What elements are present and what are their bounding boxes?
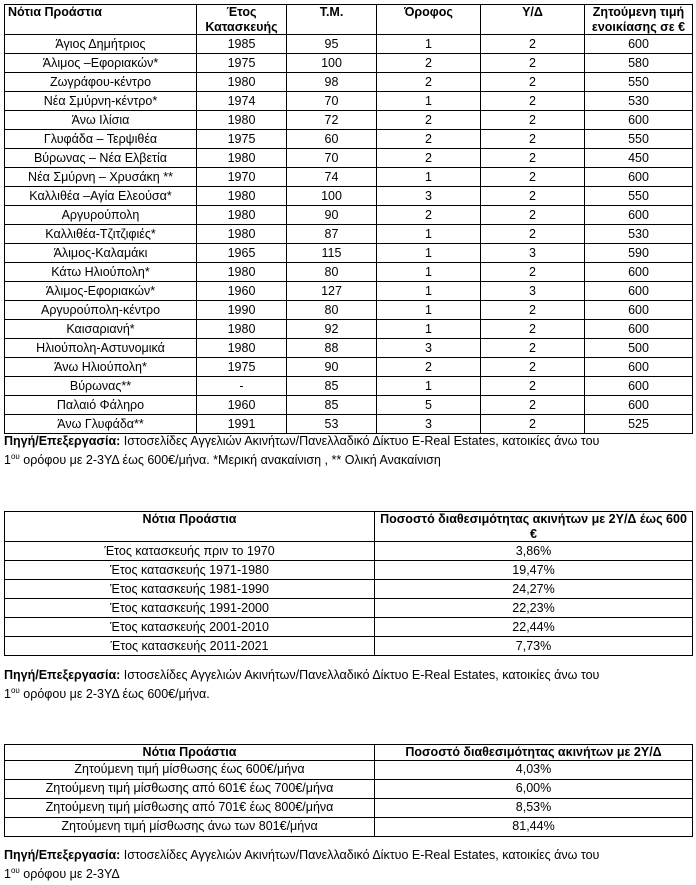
cell-suburb: Άνω Ιλίσια: [5, 111, 197, 130]
cell-year: 1980: [197, 339, 287, 358]
table-row: [5, 206, 693, 225]
cell-floor: 1: [377, 225, 481, 244]
cell-floor: 3: [377, 415, 481, 434]
cell-percentage: 6,00%: [375, 779, 693, 798]
cell-floor: 2: [377, 206, 481, 225]
cell-year: 1965: [197, 244, 287, 263]
cell-percentage: 24,27%: [375, 580, 693, 599]
cell-suburb: Άνω Γλυφάδα**: [5, 415, 197, 434]
source-text: ορόφου με 2-3ΥΔ έως 600€/μήνα.: [19, 687, 210, 701]
listings-header-row: [5, 5, 693, 35]
cell-rent: 600: [585, 263, 693, 282]
cell-sqm: 85: [287, 396, 377, 415]
cell-suburb: Αργυρούπολη: [5, 206, 197, 225]
cell-rent: 600: [585, 358, 693, 377]
cell-floor: 1: [377, 35, 481, 54]
cell-suburb: Αργυρούπολη-κέντρο: [5, 301, 197, 320]
cell-year: 1980: [197, 320, 287, 339]
cell-bedrooms: 2: [481, 225, 585, 244]
cell-year: 1960: [197, 282, 287, 301]
table-row: [5, 358, 693, 377]
cell-sqm: 100: [287, 187, 377, 206]
cell-floor: 1: [377, 282, 481, 301]
col-header-sqm: Τ.Μ.: [287, 5, 377, 35]
cell-sqm: 70: [287, 92, 377, 111]
cell-year: 1991: [197, 415, 287, 434]
cell-bedrooms: 2: [481, 54, 585, 73]
cell-sqm: 72: [287, 111, 377, 130]
availability-by-price-table: [4, 744, 693, 837]
cell-year: 1980: [197, 73, 287, 92]
cell-year: 1980: [197, 263, 287, 282]
source-text: 1: [4, 453, 11, 467]
cell-rent: 530: [585, 92, 693, 111]
cell-suburb: Βύρωνας**: [5, 377, 197, 396]
ordinal-superscript: ου: [10, 865, 20, 875]
cell-rent: 600: [585, 301, 693, 320]
col-header-suburb: Νότια Προάστια: [5, 5, 197, 35]
source-note-1: [4, 432, 692, 470]
cell-percentage: 22,44%: [375, 618, 693, 637]
cell-rent: 500: [585, 339, 693, 358]
cell-floor: 2: [377, 149, 481, 168]
table-row: [5, 73, 693, 92]
table-row: [5, 561, 693, 580]
cell-rent: 600: [585, 111, 693, 130]
cell-rent: 600: [585, 35, 693, 54]
cell-suburb: Καισαριανή*: [5, 320, 197, 339]
col-header-availability: Ποσοστό διαθεσιμότητας ακινήτων με 2Υ/Δ έως 600 €: [375, 512, 693, 542]
table-row: [5, 244, 693, 263]
availability-year-header-row: [5, 512, 693, 542]
table-row: [5, 580, 693, 599]
cell-floor: 1: [377, 168, 481, 187]
cell-suburb: Παλαιό Φάληρο: [5, 396, 197, 415]
cell-sqm: 70: [287, 149, 377, 168]
cell-floor: 2: [377, 54, 481, 73]
cell-floor: 3: [377, 339, 481, 358]
cell-suburb: Άλιμος-Καλαμάκι: [5, 244, 197, 263]
source-note-2: [4, 666, 692, 704]
cell-bedrooms: 2: [481, 111, 585, 130]
cell-floor: 3: [377, 187, 481, 206]
cell-sqm: 80: [287, 263, 377, 282]
cell-percentage: 7,73%: [375, 637, 693, 656]
cell-bedrooms: 2: [481, 320, 585, 339]
cell-rent: 600: [585, 396, 693, 415]
cell-percentage: 8,53%: [375, 798, 693, 817]
cell-year: 1960: [197, 396, 287, 415]
cell-bedrooms: 2: [481, 206, 585, 225]
cell-bedrooms: 2: [481, 396, 585, 415]
cell-floor: 2: [377, 358, 481, 377]
cell-bedrooms: 2: [481, 73, 585, 92]
source-text: Ιστοσελίδες Αγγελιών Ακινήτων/Πανελλαδικό Δίκτυο E-Real Estates, κατοικίες άνω του: [120, 434, 600, 448]
cell-bedrooms: 2: [481, 377, 585, 396]
cell-sqm: 92: [287, 320, 377, 339]
cell-bedrooms: 2: [481, 92, 585, 111]
cell-sqm: 98: [287, 73, 377, 92]
cell-rent: 600: [585, 320, 693, 339]
cell-floor: 1: [377, 377, 481, 396]
table-row: [5, 35, 693, 54]
cell-sqm: 87: [287, 225, 377, 244]
cell-rent: 450: [585, 149, 693, 168]
cell-suburb: Κάτω Ηλιούπολη*: [5, 263, 197, 282]
cell-suburb: Νέα Σμύρνη – Χρυσάκη **: [5, 168, 197, 187]
cell-year: 1980: [197, 149, 287, 168]
cell-percentage: 22,23%: [375, 599, 693, 618]
table-row: [5, 225, 693, 244]
table-row: [5, 301, 693, 320]
cell-year: 1980: [197, 187, 287, 206]
cell-sqm: 90: [287, 206, 377, 225]
col-header-suburb: Νότια Προάστια: [5, 512, 375, 542]
col-header-year: Έτος Κατασκευής: [197, 5, 287, 35]
cell-rent: 580: [585, 54, 693, 73]
col-header-suburb: Νότια Προάστια: [5, 745, 375, 761]
availability-by-year-table: [4, 511, 693, 656]
col-header-rent: Ζητούμενη τιμή ενοικίασης σε €: [585, 5, 693, 35]
table-row: [5, 599, 693, 618]
cell-sqm: 100: [287, 54, 377, 73]
table-row: [5, 637, 693, 656]
cell-category: Ζητούμενη τιμή μίσθωσης από 601€ έως 700€/μήνα: [5, 779, 375, 798]
listings-body: [5, 35, 693, 434]
cell-bedrooms: 2: [481, 415, 585, 434]
cell-suburb: Καλλιθέα-Τζιτζιφιές*: [5, 225, 197, 244]
cell-rent: 600: [585, 377, 693, 396]
cell-sqm: 127: [287, 282, 377, 301]
cell-suburb: Ηλιούπολη-Αστυνομικά: [5, 339, 197, 358]
availability-price-body: [5, 760, 693, 836]
cell-rent: 525: [585, 415, 693, 434]
cell-category: Έτος κατασκευής 1981-1990: [5, 580, 375, 599]
cell-floor: 2: [377, 111, 481, 130]
cell-sqm: 95: [287, 35, 377, 54]
cell-sqm: 88: [287, 339, 377, 358]
cell-floor: 2: [377, 130, 481, 149]
source-label: Πηγή/Επεξεργασία:: [4, 434, 121, 448]
table-row: [5, 149, 693, 168]
listings-table: [4, 4, 693, 434]
cell-suburb: Βύρωνας – Νέα Ελβετία: [5, 149, 197, 168]
cell-bedrooms: 2: [481, 168, 585, 187]
cell-bedrooms: 2: [481, 263, 585, 282]
cell-floor: 1: [377, 92, 481, 111]
cell-rent: 550: [585, 187, 693, 206]
table-row: [5, 130, 693, 149]
table-row: [5, 263, 693, 282]
col-header-floor: Όροφος: [377, 5, 481, 35]
cell-bedrooms: 2: [481, 358, 585, 377]
cell-rent: 550: [585, 73, 693, 92]
cell-suburb: Άλιμος-Εφοριακών*: [5, 282, 197, 301]
cell-year: 1985: [197, 35, 287, 54]
cell-sqm: 53: [287, 415, 377, 434]
ordinal-superscript: ου: [10, 685, 20, 695]
source-text: ορόφου με 2-3ΥΔ έως 600€/μήνα. *Μερική ανακαίνιση , ** Ολική Ανακαίνιση: [19, 453, 441, 467]
table-row: [5, 187, 693, 206]
cell-sqm: 85: [287, 377, 377, 396]
table-row: [5, 377, 693, 396]
cell-year: 1980: [197, 225, 287, 244]
cell-rent: 600: [585, 168, 693, 187]
availability-price-header-row: [5, 745, 693, 761]
table-row: [5, 92, 693, 111]
cell-bedrooms: 3: [481, 244, 585, 263]
source-text: 1: [4, 687, 11, 701]
cell-suburb: Νέα Σμύρνη-κέντρο*: [5, 92, 197, 111]
cell-rent: 600: [585, 206, 693, 225]
cell-year: 1974: [197, 92, 287, 111]
cell-bedrooms: 2: [481, 35, 585, 54]
source-text: ορόφου με 2-3ΥΔ: [19, 867, 120, 881]
table-row: [5, 415, 693, 434]
cell-rent: 590: [585, 244, 693, 263]
cell-suburb: Άγιος Δημήτριος: [5, 35, 197, 54]
cell-bedrooms: 3: [481, 282, 585, 301]
cell-rent: 600: [585, 282, 693, 301]
cell-year: 1990: [197, 301, 287, 320]
table-row: [5, 542, 693, 561]
cell-sqm: 80: [287, 301, 377, 320]
cell-year: 1980: [197, 206, 287, 225]
cell-floor: 1: [377, 244, 481, 263]
table-row: [5, 111, 693, 130]
cell-sqm: 115: [287, 244, 377, 263]
cell-bedrooms: 2: [481, 187, 585, 206]
table-row: [5, 618, 693, 637]
table-row: [5, 396, 693, 415]
cell-percentage: 3,86%: [375, 542, 693, 561]
cell-category: Έτος κατασκευής 1971-1980: [5, 561, 375, 580]
cell-floor: 1: [377, 263, 481, 282]
cell-year: 1975: [197, 54, 287, 73]
table-row: [5, 798, 693, 817]
cell-category: Έτος κατασκευής 1991-2000: [5, 599, 375, 618]
source-text: 1: [4, 867, 11, 881]
ordinal-superscript: ου: [10, 451, 20, 461]
table-row: [5, 817, 693, 836]
table-row: [5, 760, 693, 779]
source-label: Πηγή/Επεξεργασία:: [4, 848, 121, 862]
cell-percentage: 81,44%: [375, 817, 693, 836]
cell-bedrooms: 2: [481, 130, 585, 149]
cell-suburb: Άνω Ηλιούπολη*: [5, 358, 197, 377]
source-text: Ιστοσελίδες Αγγελιών Ακινήτων/Πανελλαδικό Δίκτυο E-Real Estates, κατοικίες άνω του: [120, 668, 600, 682]
cell-percentage: 19,47%: [375, 561, 693, 580]
cell-floor: 5: [377, 396, 481, 415]
cell-bedrooms: 2: [481, 339, 585, 358]
cell-suburb: Γλυφάδα – Τερψιθέα: [5, 130, 197, 149]
cell-year: 1970: [197, 168, 287, 187]
source-text: Ιστοσελίδες Αγγελιών Ακινήτων/Πανελλαδικό Δίκτυο E-Real Estates, κατοικίες άνω του: [120, 848, 600, 862]
cell-suburb: Άλιμος –Εφοριακών*: [5, 54, 197, 73]
table-row: [5, 54, 693, 73]
cell-sqm: 74: [287, 168, 377, 187]
cell-year: -: [197, 377, 287, 396]
table-row: [5, 282, 693, 301]
cell-rent: 550: [585, 130, 693, 149]
source-label: Πηγή/Επεξεργασία:: [4, 668, 121, 682]
availability-year-body: [5, 542, 693, 656]
cell-bedrooms: 2: [481, 301, 585, 320]
table-row: [5, 168, 693, 187]
cell-year: 1980: [197, 111, 287, 130]
cell-floor: 2: [377, 73, 481, 92]
table-row: [5, 339, 693, 358]
source-note-3: [4, 846, 692, 884]
col-header-availability: Ποσοστό διαθεσιμότητας ακινήτων με 2Υ/Δ: [375, 745, 693, 761]
cell-percentage: 4,03%: [375, 760, 693, 779]
cell-sqm: 60: [287, 130, 377, 149]
col-header-bedrooms: Υ/Δ: [481, 5, 585, 35]
cell-floor: 1: [377, 320, 481, 339]
table-row: [5, 779, 693, 798]
cell-category: Έτος κατασκευής πριν το 1970: [5, 542, 375, 561]
cell-sqm: 90: [287, 358, 377, 377]
cell-bedrooms: 2: [481, 149, 585, 168]
cell-category: Ζητούμενη τιμή μίσθωσης από 701€ έως 800€/μήνα: [5, 798, 375, 817]
cell-floor: 1: [377, 301, 481, 320]
cell-category: Ζητούμενη τιμή μίσθωσης άνω των 801€/μήνα: [5, 817, 375, 836]
cell-year: 1975: [197, 358, 287, 377]
cell-rent: 530: [585, 225, 693, 244]
table-row: [5, 320, 693, 339]
cell-suburb: Καλλιθέα –Αγία Ελεούσα*: [5, 187, 197, 206]
cell-year: 1975: [197, 130, 287, 149]
cell-suburb: Ζωγράφου-κέντρο: [5, 73, 197, 92]
cell-category: Ζητούμενη τιμή μίσθωσης έως 600€/μήνα: [5, 760, 375, 779]
cell-category: Έτος κατασκευής 2001-2010: [5, 618, 375, 637]
cell-category: Έτος κατασκευής 2011-2021: [5, 637, 375, 656]
